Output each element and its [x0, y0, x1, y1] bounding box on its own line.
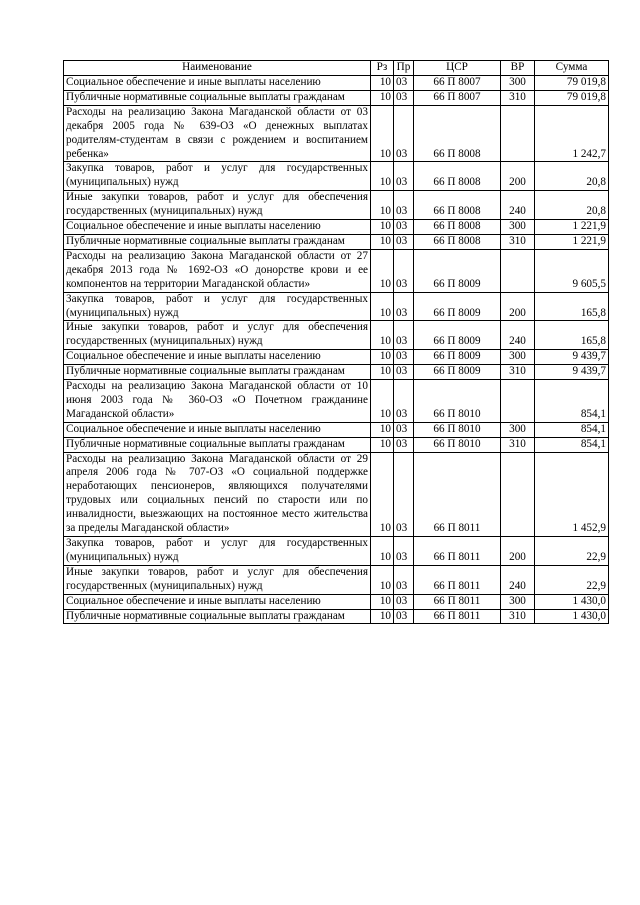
cell-pr: 03 — [394, 191, 414, 220]
header-pr: Пр — [394, 61, 414, 76]
table-row — [64, 105, 609, 162]
cell-name: Социальное обеспечение и иные выплаты населению — [64, 422, 371, 437]
cell-rz: 10 — [371, 422, 394, 437]
header-rz: Рз — [371, 61, 394, 76]
cell-rz: 10 — [371, 90, 394, 105]
cell-pr: 03 — [394, 162, 414, 191]
cell-pr: 03 — [394, 249, 414, 292]
cell-rz: 10 — [371, 162, 394, 191]
table-row — [64, 452, 609, 536]
cell-vr: 240 — [501, 321, 535, 350]
cell-pr: 03 — [394, 220, 414, 235]
cell-name: Социальное обеспечение и иные выплаты населению — [64, 220, 371, 235]
cell-sum: 79 019,8 — [535, 90, 609, 105]
cell-rz: 10 — [371, 350, 394, 365]
cell-rz: 10 — [371, 234, 394, 249]
cell-vr: 310 — [501, 609, 535, 624]
cell-csr: 66 П 8009 — [414, 292, 501, 321]
cell-rz: 10 — [371, 565, 394, 594]
cell-name: Публичные нормативные социальные выплаты гражданам — [64, 90, 371, 105]
cell-name: Расходы на реализацию Закона Магаданской области от 29 апреля 2006 года № 707-ОЗ «О социальной поддержке неработающих пенсионеров, являющихся получателями трудовых или социальных пенсий по старости или по инвалидности, выезжающих на постоянное место жительства за пределы Магаданской области» — [64, 452, 371, 536]
cell-rz: 10 — [371, 76, 394, 91]
cell-pr: 03 — [394, 537, 414, 566]
cell-pr: 03 — [394, 76, 414, 91]
cell-csr: 66 П 8011 — [414, 609, 501, 624]
cell-csr: 66 П 8011 — [414, 565, 501, 594]
cell-sum: 1 221,9 — [535, 234, 609, 249]
header-sum: Сумма — [535, 61, 609, 76]
cell-csr: 66 П 8008 — [414, 191, 501, 220]
cell-rz: 10 — [371, 321, 394, 350]
cell-csr: 66 П 8011 — [414, 452, 501, 536]
table-header-row — [64, 61, 609, 76]
cell-rz: 10 — [371, 380, 394, 423]
cell-name: Расходы на реализацию Закона Магаданской области от 10 июня 2003 года № 360-ОЗ «О Почетном гражданине Магаданской области» — [64, 380, 371, 423]
cell-rz: 10 — [371, 537, 394, 566]
table-row — [64, 609, 609, 624]
cell-name: Расходы на реализацию Закона Магаданской области от 27 декабря 2013 года № 1692-ОЗ «О донорстве крови и ее компонентов на территории Магаданской области» — [64, 249, 371, 292]
cell-sum: 20,8 — [535, 191, 609, 220]
cell-sum: 22,9 — [535, 537, 609, 566]
header-csr: ЦСР — [414, 61, 501, 76]
cell-pr: 03 — [394, 437, 414, 452]
cell-sum: 854,1 — [535, 380, 609, 423]
cell-rz: 10 — [371, 191, 394, 220]
cell-vr: 310 — [501, 90, 535, 105]
cell-rz: 10 — [371, 220, 394, 235]
table-row — [64, 594, 609, 609]
cell-csr: 66 П 8010 — [414, 437, 501, 452]
cell-vr: 200 — [501, 537, 535, 566]
document-page — [63, 60, 608, 624]
cell-sum: 1 221,9 — [535, 220, 609, 235]
cell-csr: 66 П 8007 — [414, 76, 501, 91]
table-row — [64, 537, 609, 566]
cell-name: Публичные нормативные социальные выплаты гражданам — [64, 234, 371, 249]
cell-name: Социальное обеспечение и иные выплаты населению — [64, 594, 371, 609]
table-row — [64, 76, 609, 91]
cell-vr: 310 — [501, 365, 535, 380]
cell-pr: 03 — [394, 350, 414, 365]
cell-csr: 66 П 8007 — [414, 90, 501, 105]
cell-sum: 165,8 — [535, 321, 609, 350]
table-row — [64, 191, 609, 220]
cell-vr: 300 — [501, 422, 535, 437]
cell-name: Иные закупки товаров, работ и услуг для обеспечения государственных (муниципальных) нужд — [64, 191, 371, 220]
table-row — [64, 220, 609, 235]
cell-csr: 66 П 8008 — [414, 220, 501, 235]
cell-rz: 10 — [371, 365, 394, 380]
table-row — [64, 422, 609, 437]
cell-vr: 300 — [501, 220, 535, 235]
cell-sum: 79 019,8 — [535, 76, 609, 91]
cell-csr: 66 П 8009 — [414, 321, 501, 350]
cell-sum: 1 430,0 — [535, 609, 609, 624]
cell-sum: 1 242,7 — [535, 105, 609, 162]
cell-name: Закупка товаров, работ и услуг для государственных (муниципальных) нужд — [64, 162, 371, 191]
cell-vr: 200 — [501, 162, 535, 191]
cell-name: Публичные нормативные социальные выплаты гражданам — [64, 609, 371, 624]
cell-rz: 10 — [371, 105, 394, 162]
cell-pr: 03 — [394, 422, 414, 437]
cell-name: Закупка товаров, работ и услуг для государственных (муниципальных) нужд — [64, 292, 371, 321]
cell-pr: 03 — [394, 234, 414, 249]
cell-pr: 03 — [394, 452, 414, 536]
cell-csr: 66 П 8010 — [414, 380, 501, 423]
cell-vr — [501, 452, 535, 536]
cell-sum: 20,8 — [535, 162, 609, 191]
cell-pr: 03 — [394, 105, 414, 162]
cell-vr — [501, 105, 535, 162]
cell-rz: 10 — [371, 437, 394, 452]
cell-rz: 10 — [371, 292, 394, 321]
table-row — [64, 565, 609, 594]
table-row — [64, 321, 609, 350]
cell-vr: 300 — [501, 350, 535, 365]
cell-name: Публичные нормативные социальные выплаты гражданам — [64, 437, 371, 452]
header-name: Наименование — [64, 61, 371, 76]
cell-csr: 66 П 8010 — [414, 422, 501, 437]
cell-pr: 03 — [394, 292, 414, 321]
cell-name: Иные закупки товаров, работ и услуг для обеспечения государственных (муниципальных) нужд — [64, 321, 371, 350]
cell-csr: 66 П 8009 — [414, 249, 501, 292]
cell-sum: 9 439,7 — [535, 350, 609, 365]
table-row — [64, 365, 609, 380]
cell-vr: 310 — [501, 234, 535, 249]
cell-sum: 1 452,9 — [535, 452, 609, 536]
cell-pr: 03 — [394, 609, 414, 624]
budget-table — [63, 60, 609, 624]
cell-pr: 03 — [394, 321, 414, 350]
cell-name: Социальное обеспечение и иные выплаты населению — [64, 76, 371, 91]
header-vr: ВР — [501, 61, 535, 76]
table-row — [64, 249, 609, 292]
cell-rz: 10 — [371, 452, 394, 536]
cell-sum: 165,8 — [535, 292, 609, 321]
cell-pr: 03 — [394, 90, 414, 105]
cell-name: Расходы на реализацию Закона Магаданской области от 03 декабря 2005 года № 639-ОЗ «О денежных выплатах родителям-студентам в связи с рождением и воспитанием ребенка» — [64, 105, 371, 162]
cell-csr: 66 П 8008 — [414, 105, 501, 162]
cell-vr: 240 — [501, 565, 535, 594]
cell-csr: 66 П 8011 — [414, 537, 501, 566]
cell-name: Социальное обеспечение и иные выплаты населению — [64, 350, 371, 365]
cell-vr: 200 — [501, 292, 535, 321]
table-row — [64, 90, 609, 105]
cell-sum: 22,9 — [535, 565, 609, 594]
cell-sum: 854,1 — [535, 437, 609, 452]
cell-rz: 10 — [371, 609, 394, 624]
table-row — [64, 234, 609, 249]
cell-sum: 9 439,7 — [535, 365, 609, 380]
cell-vr — [501, 249, 535, 292]
table-row — [64, 350, 609, 365]
cell-sum: 1 430,0 — [535, 594, 609, 609]
cell-name: Публичные нормативные социальные выплаты гражданам — [64, 365, 371, 380]
table-row — [64, 162, 609, 191]
table-row — [64, 292, 609, 321]
cell-csr: 66 П 8008 — [414, 234, 501, 249]
cell-csr: 66 П 8009 — [414, 350, 501, 365]
cell-vr — [501, 380, 535, 423]
cell-pr: 03 — [394, 380, 414, 423]
cell-sum: 9 605,5 — [535, 249, 609, 292]
cell-csr: 66 П 8009 — [414, 365, 501, 380]
table-row — [64, 380, 609, 423]
cell-vr: 300 — [501, 76, 535, 91]
cell-rz: 10 — [371, 594, 394, 609]
cell-name: Иные закупки товаров, работ и услуг для обеспечения государственных (муниципальных) нужд — [64, 565, 371, 594]
cell-pr: 03 — [394, 565, 414, 594]
table-row — [64, 437, 609, 452]
cell-csr: 66 П 8011 — [414, 594, 501, 609]
cell-vr: 300 — [501, 594, 535, 609]
table-body — [64, 76, 609, 624]
cell-vr: 310 — [501, 437, 535, 452]
cell-name: Закупка товаров, работ и услуг для государственных (муниципальных) нужд — [64, 537, 371, 566]
cell-csr: 66 П 8008 — [414, 162, 501, 191]
cell-pr: 03 — [394, 594, 414, 609]
cell-pr: 03 — [394, 365, 414, 380]
cell-vr: 240 — [501, 191, 535, 220]
cell-sum: 854,1 — [535, 422, 609, 437]
cell-rz: 10 — [371, 249, 394, 292]
